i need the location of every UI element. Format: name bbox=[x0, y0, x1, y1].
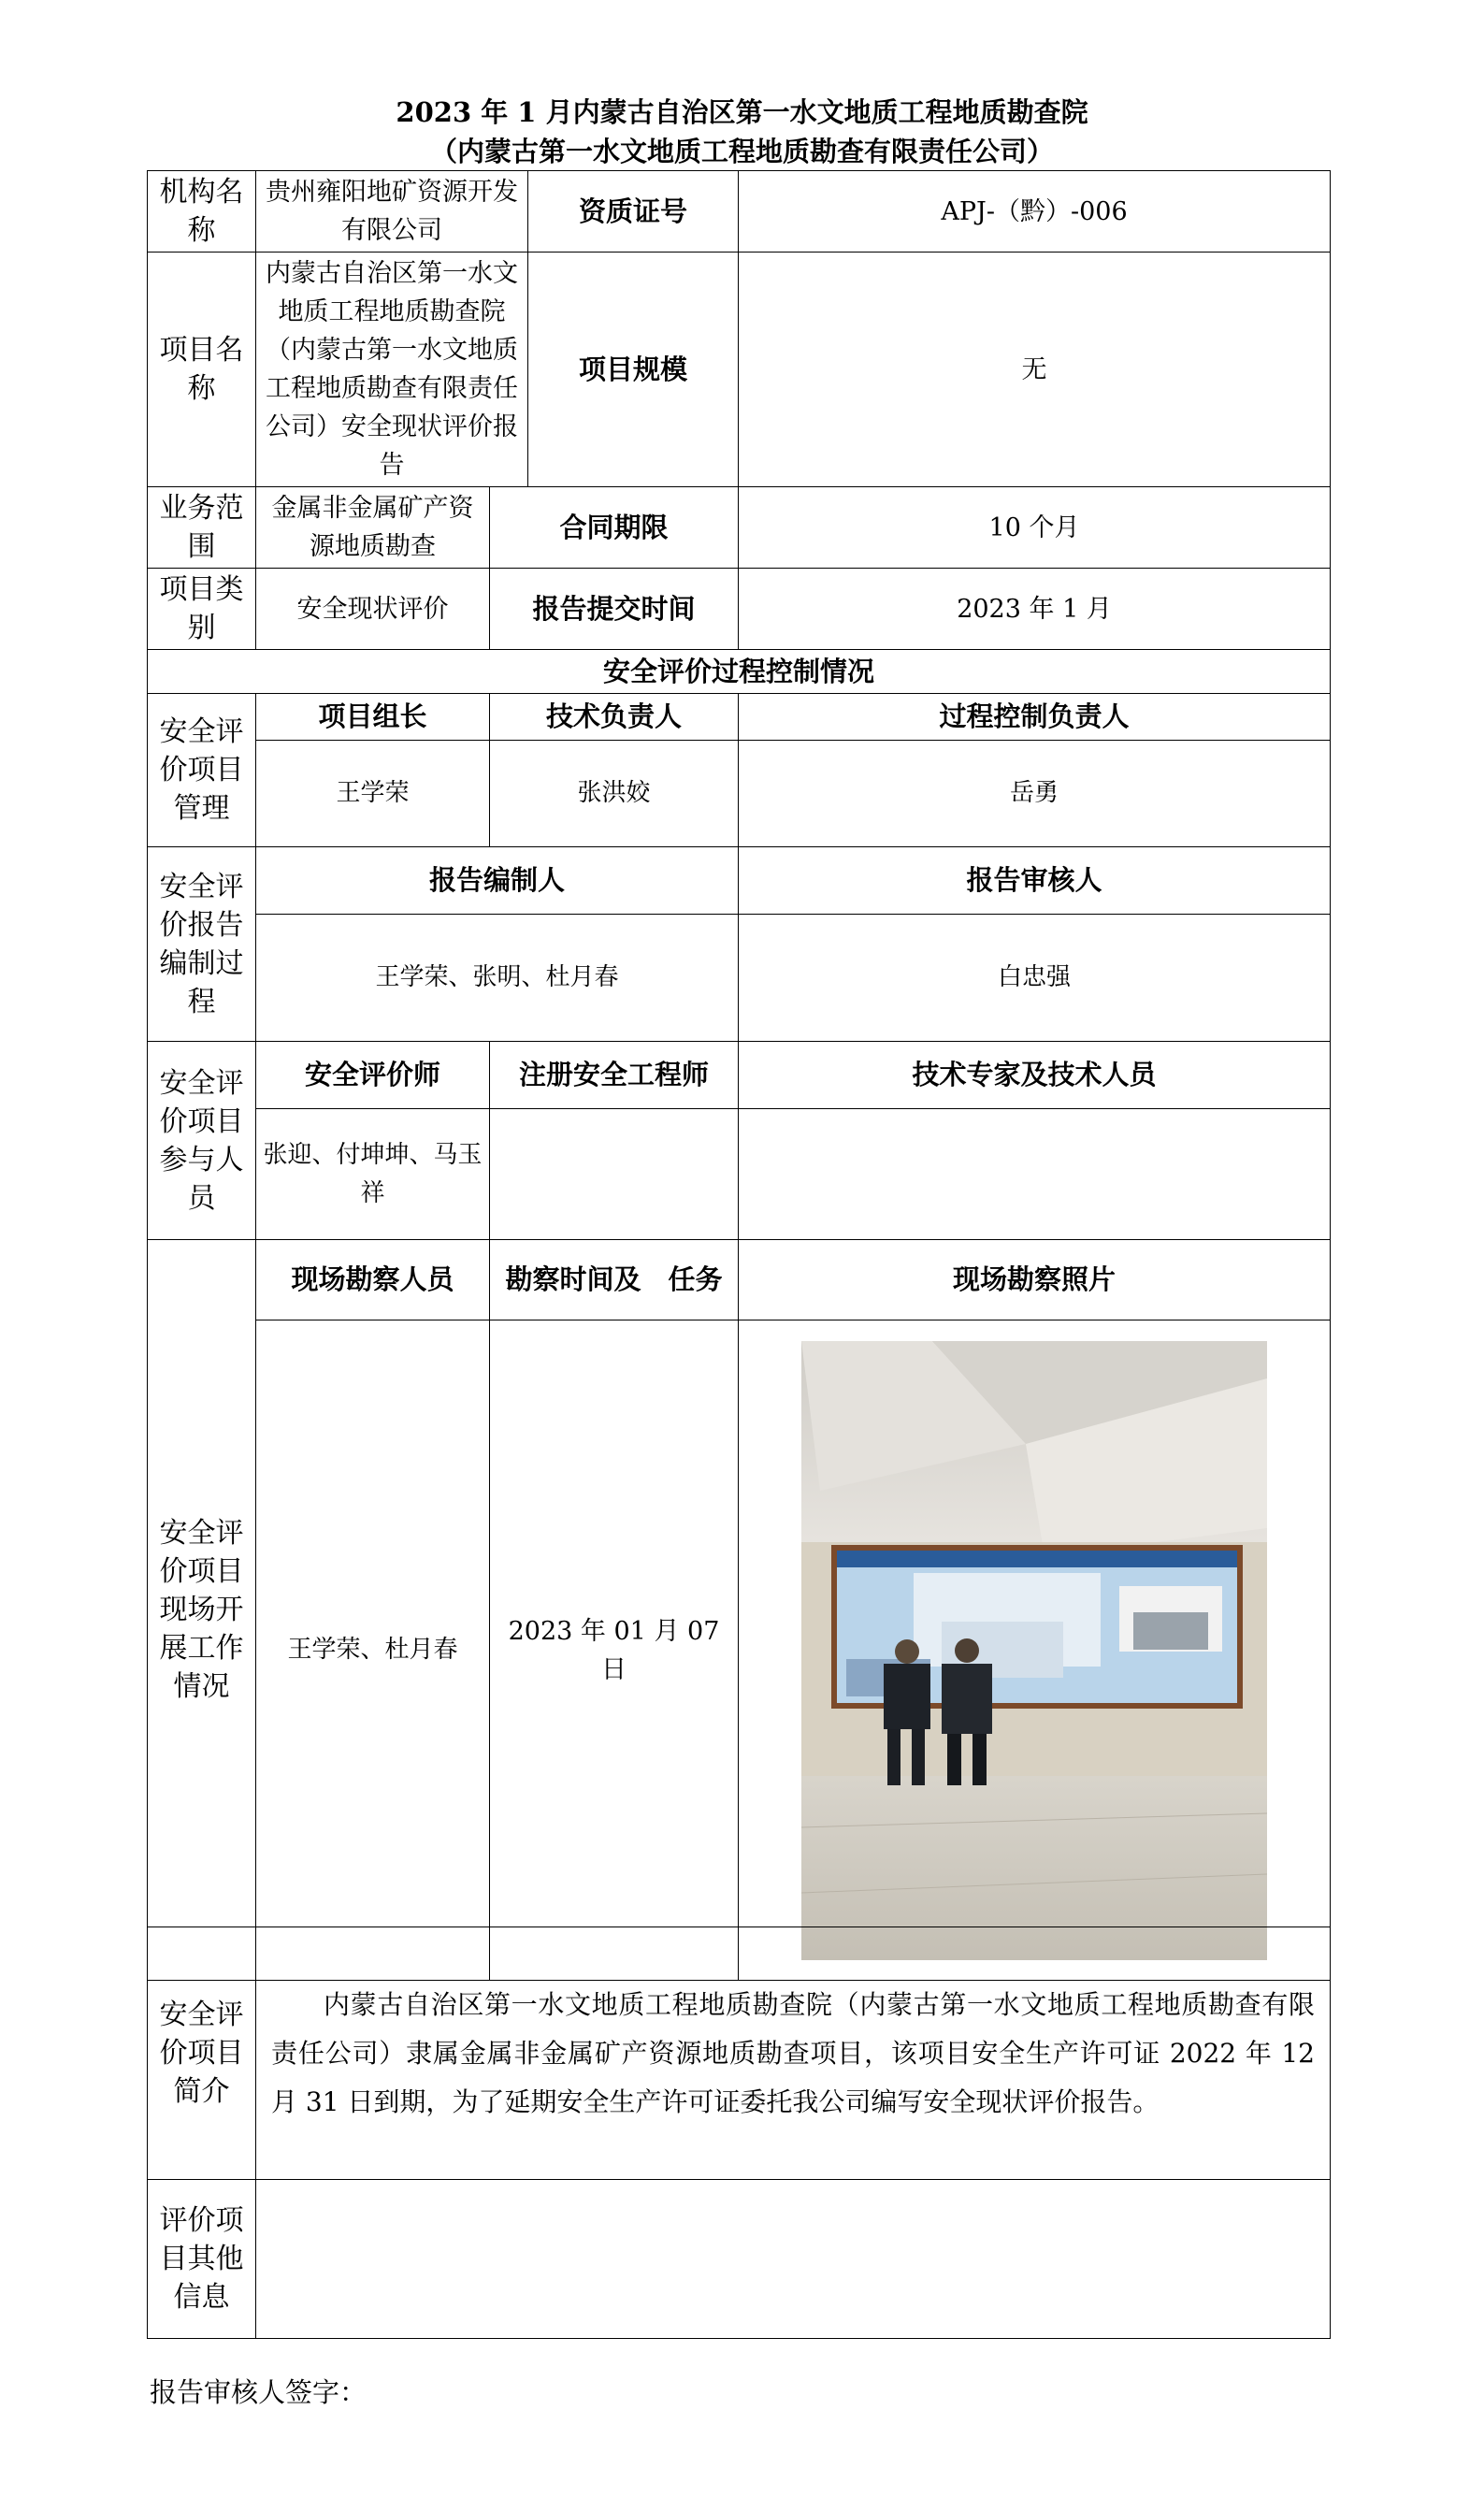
mgmt-label: 安全评价项目管理 bbox=[148, 694, 256, 847]
field-header: 现场勘察人员 bbox=[256, 1240, 490, 1320]
field-photo-cell bbox=[739, 1320, 1331, 1981]
staff-value bbox=[490, 1109, 739, 1240]
document-subtitle: （内蒙古第一水文地质工程地质勘查有限责任公司） bbox=[429, 136, 1054, 167]
staff-value bbox=[739, 1109, 1331, 1240]
business-value: 金属非金属矿产资源地质勘查 bbox=[256, 487, 490, 569]
staff-label: 安全评价项目参与人员 bbox=[148, 1042, 256, 1240]
submit-label: 报告提交时间 bbox=[490, 569, 739, 650]
submit-value: 2023 年 1 月 bbox=[739, 569, 1331, 650]
cert-label: 资质证号 bbox=[528, 171, 739, 253]
staff-header: 安全评价师 bbox=[256, 1042, 490, 1109]
field-header: 现场勘察照片 bbox=[739, 1240, 1331, 1320]
report-header: 报告编制人 bbox=[256, 847, 739, 915]
contract-value: 10 个月 bbox=[739, 487, 1331, 569]
mgmt-value: 岳勇 bbox=[739, 741, 1331, 847]
scale-value: 无 bbox=[739, 253, 1331, 487]
category-value: 安全现状评价 bbox=[256, 569, 490, 650]
report-header: 报告审核人 bbox=[739, 847, 1331, 915]
mgmt-header: 技术负责人 bbox=[490, 694, 739, 741]
report-value: 白忠强 bbox=[739, 915, 1331, 1042]
contract-label: 合同期限 bbox=[490, 487, 739, 569]
section-title: 安全评价过程控制情况 bbox=[148, 650, 1331, 694]
report-label: 安全评价报告编制过程 bbox=[148, 847, 256, 1042]
field-label: 安全评价项目现场开展工作情况 bbox=[148, 1240, 256, 1981]
field-date: 2023 年 01 月 07 日 bbox=[490, 1320, 739, 1981]
other-info-value bbox=[256, 2180, 1331, 2339]
staff-header: 注册安全工程师 bbox=[490, 1042, 739, 1109]
category-label: 项目类别 bbox=[148, 569, 256, 650]
staff-value: 张迎、付坤坤、马玉祥 bbox=[256, 1109, 490, 1240]
document-title: 2023 年 1 月内蒙古自治区第一水文地质工程地质勘查院 bbox=[396, 96, 1088, 128]
field-people: 王学荣、杜月春 bbox=[256, 1320, 490, 1981]
mgmt-value: 王学荣 bbox=[256, 741, 490, 847]
org-label: 机构名称 bbox=[148, 171, 256, 253]
other-info-label: 评价项目其他信息 bbox=[148, 2180, 256, 2339]
project-label: 项目名称 bbox=[148, 253, 256, 487]
mgmt-header: 项目组长 bbox=[256, 694, 490, 741]
report-value: 王学荣、张明、杜月春 bbox=[256, 915, 739, 1042]
evaluation-info-table bbox=[147, 170, 1331, 1981]
site-photo-image bbox=[801, 1341, 1267, 1960]
intro-text: 内蒙古自治区第一水文地质工程地质勘查院（内蒙古第一水文地质工程地质勘查有限责任公司）隶属金属非金属矿产资源地质勘查项目，该项目安全生产许可证 2022 年 12 月 31 日到期，为了延期安全生产许可证委托我公司编写安全现状评价报告。 bbox=[256, 1927, 1331, 2180]
project-summary-table bbox=[147, 1927, 1331, 2339]
intro-label: 安全评价项目简介 bbox=[148, 1927, 256, 2180]
cert-value: APJ-（黔）-006 bbox=[739, 171, 1331, 253]
field-header: 勘察时间及 任务 bbox=[490, 1240, 739, 1320]
business-label: 业务范围 bbox=[148, 487, 256, 569]
mgmt-header: 过程控制负责人 bbox=[739, 694, 1331, 741]
mgmt-value: 张洪姣 bbox=[490, 741, 739, 847]
staff-header: 技术专家及技术人员 bbox=[739, 1042, 1331, 1109]
reviewer-signature-label: 报告审核人签字： bbox=[150, 2376, 367, 2408]
site-photo bbox=[801, 1341, 1267, 1960]
scale-label: 项目规模 bbox=[528, 253, 739, 487]
project-value: 内蒙古自治区第一水文地质工程地质勘查院（内蒙古第一水文地质工程地质勘查有限责任公司）安全现状评价报告 bbox=[256, 253, 528, 487]
org-value: 贵州雍阳地矿资源开发有限公司 bbox=[256, 171, 528, 253]
